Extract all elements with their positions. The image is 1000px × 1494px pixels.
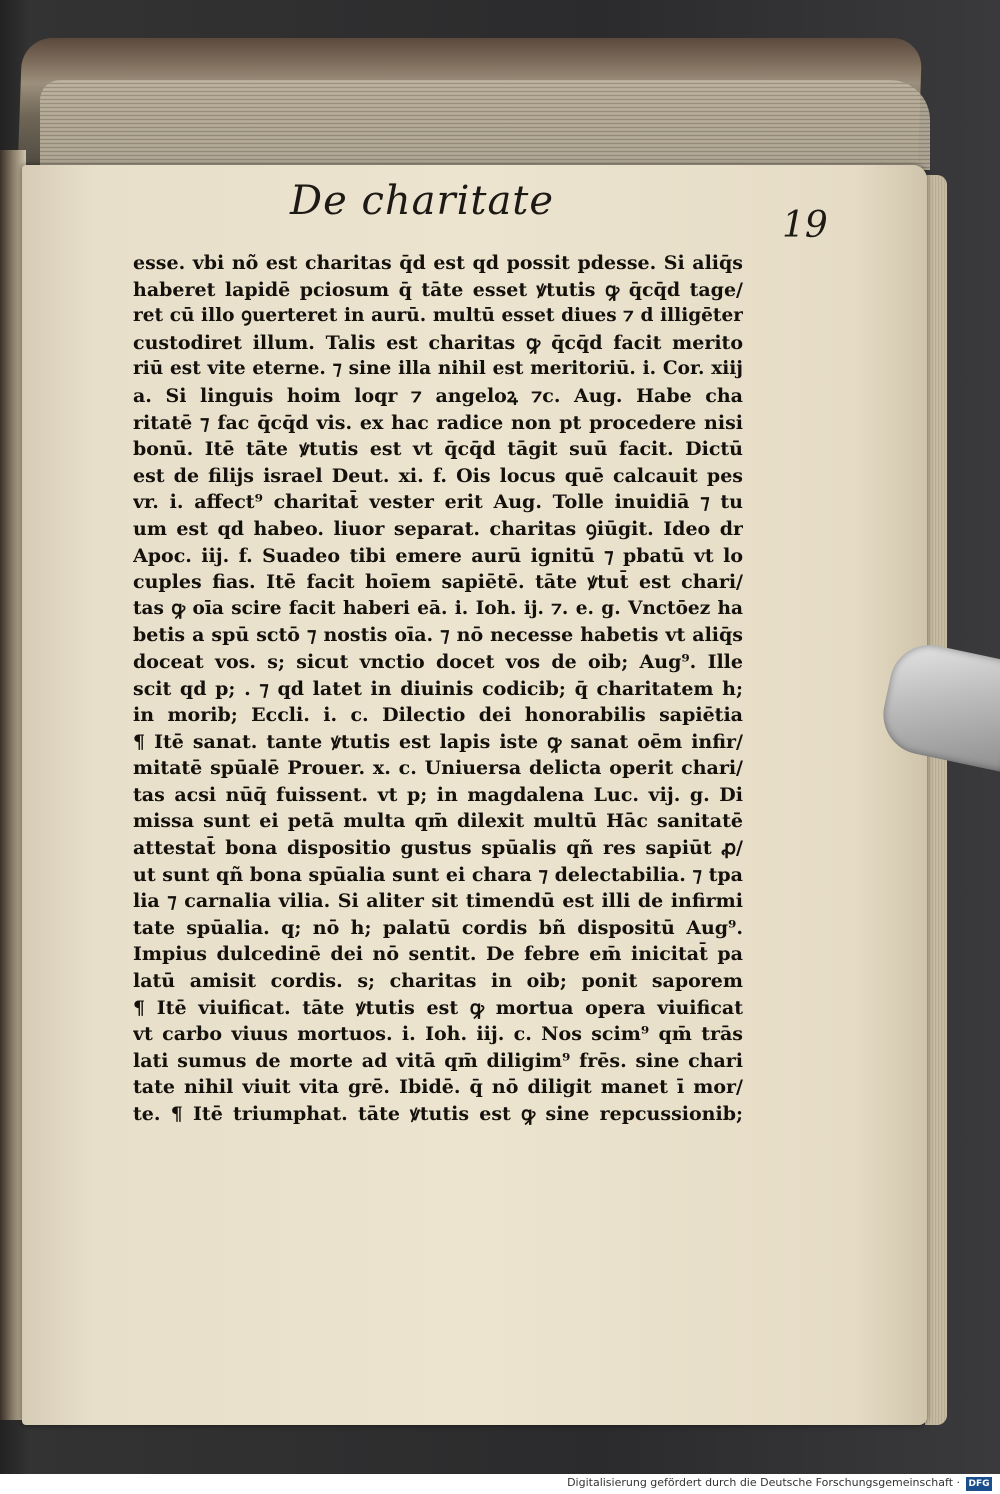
dfg-logo: DFG [966, 1477, 992, 1491]
text-line: vr. i. affect⁹ charitat̄ vester erit Aug. Tolle inuidiā ⁊ tu [133, 491, 743, 514]
text-line: latū amisit cordis. s; charitas in oib; ponit saporem [133, 970, 743, 993]
page-stack [40, 80, 930, 170]
text-line: um est qd habeo. liuor separat. charitas ꝯiūgit. Ideo dr [133, 517, 743, 540]
text-line: tate spūalia. q; nō h; palatū cordis bñ dispositū Aug⁹. [133, 916, 743, 939]
text-line: ut sunt qñ bona spūalia sunt ei chara ⁊ delectabilia. ⁊ tpa [133, 863, 743, 886]
handwritten-heading: De charitate [290, 178, 555, 224]
text-line: Apoc. iij. f. Suadeo tibi emere aurū ignitū ⁊ pbatū vt lo [133, 544, 743, 567]
text-line: bonū. Itē tāte ꝟtutis est vt q̄cq̄d tāgit suū facit. Dictū [133, 438, 743, 461]
text-line: ret cū illo ꝯuerteret in aurū. multū esset diues ⁊ d illigēter [133, 305, 743, 327]
text-line: in morib; Eccli. i. c. Dilectio dei honorabilis sapiētia [133, 704, 743, 727]
text-line: tas ꝙ oīa scire facit haberi eā. i. Ioh. ij. ⁊. e. g. Vnctōez ha [133, 597, 743, 619]
text-line: tas acsi nūq̄ fuissent. vt p; in magdalena Luc. vij. g. Di [133, 783, 743, 806]
text-line: attestat̄ bona dispositio gustus spūalis qñ res sapiūt ꝓ/ [133, 837, 743, 860]
text-line: mitatē spūalē Prouer. x. c. Uniuersa delicta operit chari/ [133, 757, 743, 780]
text-line: vt carbo viuus mortuos. i. Ioh. iij. c. Nos scim⁹ qm̄ trās [133, 1023, 743, 1046]
text-line: missa sunt ei petā multa qm̄ dilexit multū Hāc sanitatē [133, 810, 743, 833]
text-line: lia ⁊ carnalia vilia. Si aliter sit timendū est illi de infirmi [133, 890, 743, 913]
text-line: doceat vos. s; sicut vnctio docet vos de oib; Aug⁹. Ille [133, 650, 743, 673]
text-line: te. ¶ Itē triumphat. tāte ꝟtutis est ꝙ sine repcussionib; [133, 1103, 743, 1125]
text-line: ¶ Itē sanat. tante ꝟtutis est lapis iste ꝙ sanat oēm infir/ [133, 730, 743, 753]
text-line: haberet lapidē pciosum q̄ tāte esset ꝟtutis ꝙ q̄cq̄d tage/ [133, 278, 743, 301]
text-line: betis a spū sctō ⁊ nostis oīa. ⁊ nō necesse habetis vt aliq̄s [133, 624, 743, 647]
text-line: cuples fias. Itē facit hoīem sapiētē. tāte ꝟtut̄ est chari/ [133, 571, 743, 594]
text-line: riū est vite eterne. ⁊ sine illa nihil est meritoriū. i. Cor. xiij [133, 358, 743, 380]
text-line: Impius dulcedinē dei nō sentit. De febre em̄ inicitat̄ pa [133, 943, 743, 966]
page-fore-edge [925, 175, 947, 1425]
funding-credit: Digitalisierung gefördert durch die Deutsche Forschungsgemeinschaft · [567, 1476, 960, 1489]
text-line: ¶ Itē viuificat. tāte ꝟtutis est ꝙ mortua opera viuificat [133, 996, 743, 1019]
text-line: esse. vbi nõ est charitas q̄d est qd possit pdesse. Si aliq̄s [133, 252, 743, 274]
text-block [133, 250, 743, 1128]
text-line: ritatē ⁊ fac q̄cq̄d vis. ex hac radice non pt procedere nisi [133, 411, 743, 434]
folio-number: 19 [782, 205, 828, 246]
text-line: scit qd p; . ⁊ qd latet in diuinis codicib; q̄ charitatem h; [133, 677, 743, 700]
text-line: tate nihil viuit vita grē. Ibidē. q̄ nō diligit manet ī mor/ [133, 1076, 743, 1099]
text-line: a. Si linguis hoim loqr ⁊ angeloꝝ ⁊c. Aug. Habe cha [133, 384, 743, 407]
text-line: lati sumus de morte ad vitā qm̄ diligim⁹ frēs. sine chari [133, 1049, 743, 1072]
text-line: est de filijs israel Deut. xi. f. Ois locus quē calcauit pes [133, 464, 743, 487]
text-line: custodiret illum. Talis est charitas ꝙ q̄cq̄d facit merito [133, 331, 743, 354]
